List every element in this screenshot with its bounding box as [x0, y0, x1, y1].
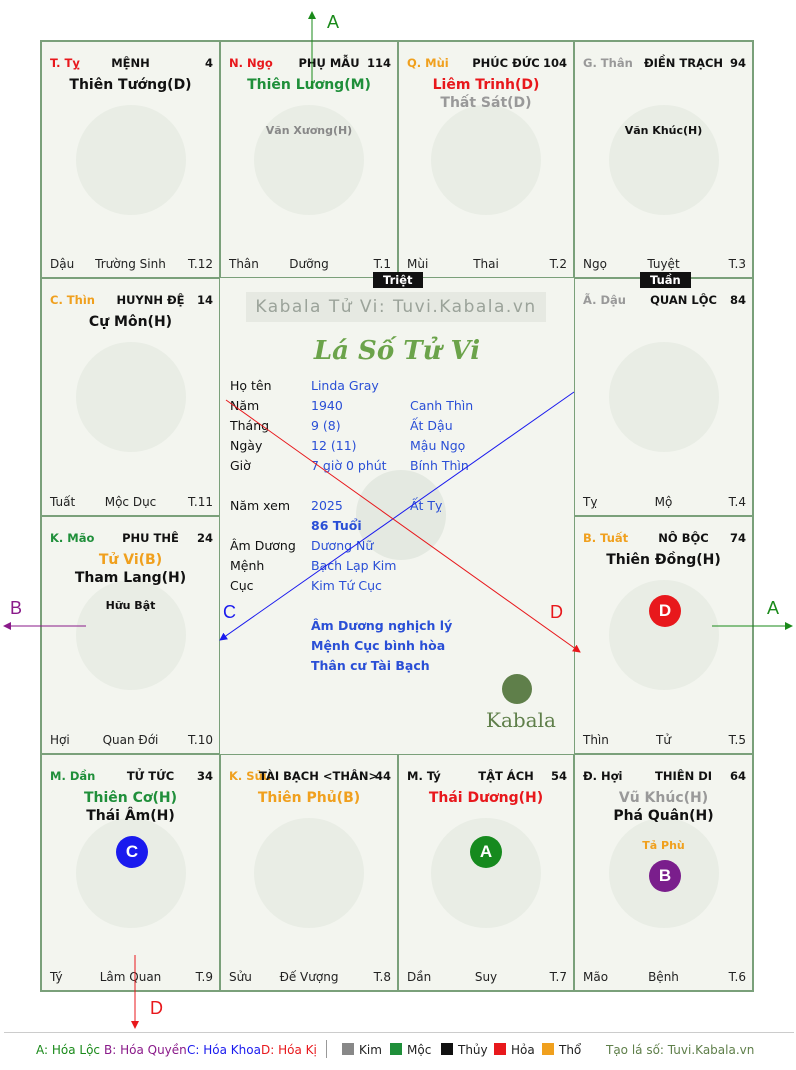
bottom-right: T.1	[373, 257, 391, 271]
legend-thuy-label: Thủy	[458, 1043, 488, 1057]
label-nam-xem: Năm xem	[230, 498, 291, 513]
value-tuoi: 86 Tuổi	[311, 518, 362, 533]
branch-label: T. Tỵ	[50, 56, 80, 70]
label-menh: Mệnh	[230, 558, 265, 573]
bottom-center: Lâm Quan	[99, 970, 162, 984]
major-star: Phá Quân(H)	[613, 808, 714, 824]
palace-number: 94	[729, 56, 746, 70]
legend-hoa-ki: D: Hóa Kị	[261, 1043, 317, 1057]
bottom-left: Tuất	[50, 495, 76, 509]
value-am-duong: Dương Nữ	[311, 538, 374, 553]
bottom-right: T.11	[188, 495, 213, 509]
kim-swatch-icon	[342, 1043, 354, 1055]
label-am-duong: Âm Dương	[230, 538, 296, 553]
legend-hoa-label: Hỏa	[511, 1043, 535, 1057]
label-nam: Năm	[230, 398, 260, 413]
bottom-center: Thai	[473, 257, 499, 271]
minor-star: Văn Xương(H)	[265, 124, 353, 137]
arrow-label-c: C	[223, 602, 236, 622]
palace-name: NÔ BỘC	[658, 531, 709, 545]
palace-name: PHU THÊ	[122, 531, 179, 545]
palace-number: 34	[196, 769, 213, 783]
bottom-right: T.8	[373, 970, 391, 984]
value-gio-can: Bính Thìn	[410, 458, 469, 473]
palace-number: 74	[729, 531, 746, 545]
tho-swatch-icon	[542, 1043, 554, 1055]
bottom-right: T.12	[188, 257, 213, 271]
bottom-left: Mão	[583, 970, 609, 984]
legend-moc	[390, 1043, 431, 1057]
palace-name: ĐIỀN TRẠCH	[643, 56, 724, 70]
major-star: Thái Dương(H)	[428, 790, 544, 806]
value-nam-can: Canh Thìn	[410, 398, 474, 413]
legend-credit: Tạo lá số: Tuvi.Kabala.vn	[606, 1043, 755, 1057]
branch-label: B. Tuất	[583, 531, 629, 545]
major-star: Thiên Đồng(H)	[606, 552, 721, 568]
palace-name: MỆNH	[111, 56, 150, 70]
palace-number: 24	[196, 531, 213, 545]
palace-name: QUAN LỘC	[650, 293, 717, 307]
value-cuc: Kim Tứ Cục	[311, 578, 382, 593]
legend-hoa-quyen: B: Hóa Quyền	[104, 1043, 187, 1057]
bottom-center: Đế Vượng	[279, 970, 339, 984]
hoa-loc-badge: A	[470, 836, 502, 868]
legend-separator	[326, 1040, 327, 1058]
major-star: Thiên Cơ(H)	[83, 790, 178, 806]
value-nam: 1940	[311, 398, 343, 413]
note-than-cu: Thân cư Tài Bạch	[311, 658, 430, 673]
legend-moc-label: Mộc	[407, 1043, 432, 1057]
note-am-duong: Âm Dương nghịch lý	[311, 618, 453, 633]
branch-label: K. Mão	[50, 531, 95, 545]
value-ngay: 12 (11)	[311, 438, 357, 453]
label-gio: Giờ	[230, 458, 251, 473]
chart-title: Lá Số Tử Vi	[313, 336, 481, 366]
palace-number: 64	[729, 769, 746, 783]
major-star: Thiên Phủ(B)	[257, 790, 361, 806]
label-thang: Tháng	[230, 418, 270, 433]
legend-hoa-loc: A: Hóa Lộc	[36, 1043, 101, 1057]
arrow-c-diagonal	[220, 392, 574, 640]
value-nam-xem: 2025	[311, 498, 343, 513]
bottom-right: T.4	[728, 495, 746, 509]
value-ho-ten: Linda Gray	[311, 378, 379, 393]
bottom-right: T.2	[549, 257, 567, 271]
branch-label: C. Thìn	[50, 293, 95, 307]
arrow-d-diagonal	[226, 400, 580, 652]
bottom-center: Dưỡng	[289, 257, 329, 271]
branch-label: G. Thân	[583, 56, 633, 70]
palace-number: 84	[729, 293, 746, 307]
arrow-label-a-right: A	[767, 598, 780, 618]
palace-number: 104	[542, 56, 567, 70]
bottom-center: Bệnh	[648, 970, 679, 984]
major-star: Tử Vi(B)	[98, 552, 163, 568]
major-star: Thất Sát(D)	[440, 95, 532, 111]
bottom-left: Dần	[407, 970, 432, 984]
palace-number: 14	[196, 293, 213, 307]
bottom-right: T.3	[728, 257, 746, 271]
minor-star: Hữu Bật	[105, 599, 156, 612]
legend-kim	[342, 1043, 382, 1057]
legend-kim-label: Kim	[359, 1043, 382, 1057]
site-watermark: Kabala Tử Vi: Tuvi.Kabala.vn	[246, 292, 546, 322]
note-menh-cuc: Mệnh Cục bình hòa	[311, 638, 446, 653]
hoa-quyen-badge: B	[649, 860, 681, 892]
label-ho-ten: Họ tên	[230, 378, 272, 393]
hoa-khoa-badge: C	[116, 836, 148, 868]
bottom-right: T.7	[549, 970, 567, 984]
bottom-left: Tý	[50, 970, 63, 984]
major-star: Cự Môn(H)	[88, 314, 173, 330]
major-star: Liêm Trinh(D)	[432, 77, 540, 93]
value-thang-can: Ất Dậu	[410, 418, 453, 433]
branch-label: Ã. Dậu	[583, 293, 626, 307]
branch-label: K. Sửu	[229, 769, 271, 783]
arrow-label-d-center: D	[550, 602, 563, 622]
bottom-left: Tỵ	[583, 495, 598, 509]
bottom-left: Thìn	[583, 733, 609, 747]
palace-number: 54	[550, 769, 567, 783]
major-star: Tham Lang(H)	[74, 570, 187, 586]
bottom-right: T.10	[188, 733, 213, 747]
minor-star: Tả Phù	[642, 839, 685, 852]
major-star: Thiên Tướng(D)	[69, 77, 192, 93]
branch-label: M. Tý	[407, 769, 441, 783]
bottom-left: Hợi	[50, 733, 70, 747]
bottom-center: Tuyệt	[647, 257, 680, 271]
bottom-left: Thân	[229, 257, 259, 271]
label-cuc: Cục	[230, 578, 254, 593]
palace-name: TẬT ÁCH	[478, 769, 534, 783]
branch-label: N. Ngọ	[229, 56, 273, 70]
palace-number: 114	[366, 56, 391, 70]
label-ngay: Ngày	[230, 438, 263, 453]
minor-star: Văn Khúc(H)	[624, 124, 703, 137]
major-star: Vũ Khúc(H)	[618, 790, 709, 806]
moc-swatch-icon	[390, 1043, 402, 1055]
palace-name: HUYNH ĐỆ	[116, 293, 185, 307]
value-menh: Bạch Lạp Kim	[311, 558, 397, 573]
bottom-left: Dậu	[50, 257, 75, 271]
bottom-left: Mùi	[407, 257, 429, 271]
palace-name: TÀI BẠCH <THÂN>	[259, 769, 379, 783]
legend-hoa-khoa: C: Hóa Khoa	[187, 1043, 261, 1057]
palace-name: PHÚC ĐỨC	[472, 56, 540, 70]
legend-tho	[542, 1043, 581, 1057]
major-star: Thiên Lương(M)	[247, 77, 371, 93]
value-thang: 9 (8)	[311, 418, 341, 433]
bottom-left: Sửu	[229, 970, 252, 984]
arrow-label-d-bottom: D	[150, 998, 163, 1018]
bottom-right: T.9	[195, 970, 213, 984]
bottom-right: T.6	[728, 970, 746, 984]
thuy-swatch-icon	[441, 1043, 453, 1055]
branch-label: Đ. Hợi	[583, 769, 623, 783]
branch-label: M. Dần	[50, 769, 96, 783]
legend-hoa	[494, 1043, 535, 1057]
palace-number: 4	[204, 56, 213, 70]
brand-name: Kabala	[486, 708, 556, 732]
bottom-center: Suy	[474, 970, 498, 984]
hoa-ki-badge: D	[649, 595, 681, 627]
legend-thuy	[441, 1043, 488, 1057]
bottom-right: T.5	[728, 733, 746, 747]
bottom-center: Trường Sinh	[95, 257, 166, 271]
value-ngay-can: Mậu Ngọ	[410, 438, 466, 453]
arrow-label-a-top: A	[327, 12, 340, 32]
value-gio: 7 giờ 0 phút	[311, 458, 387, 473]
palace-name: TỬ TỨC	[126, 769, 175, 783]
triet-tag: Triệt	[373, 272, 423, 288]
bottom-center: Mộ	[654, 495, 673, 509]
bottom-center: Quan Đới	[102, 733, 159, 747]
tuan-tag: Tuần	[640, 272, 691, 288]
hoa-swatch-icon	[494, 1043, 506, 1055]
legend-tho-label: Thổ	[559, 1043, 582, 1057]
major-star: Thái Âm(H)	[86, 808, 175, 824]
bottom-left: Ngọ	[583, 257, 607, 271]
value-nam-xem-can: Ất Tỵ	[410, 498, 443, 513]
legend-divider	[4, 1032, 794, 1033]
palace-name: PHỤ MẪU	[298, 56, 360, 70]
branch-label: Q. Mùi	[407, 56, 449, 70]
palace-name: THIÊN DI	[654, 769, 713, 783]
arrow-label-b: B	[10, 598, 23, 618]
bottom-center: Tử	[656, 733, 671, 747]
palace-number: 44	[374, 769, 391, 783]
bottom-center: Mộc Dục	[104, 495, 157, 509]
